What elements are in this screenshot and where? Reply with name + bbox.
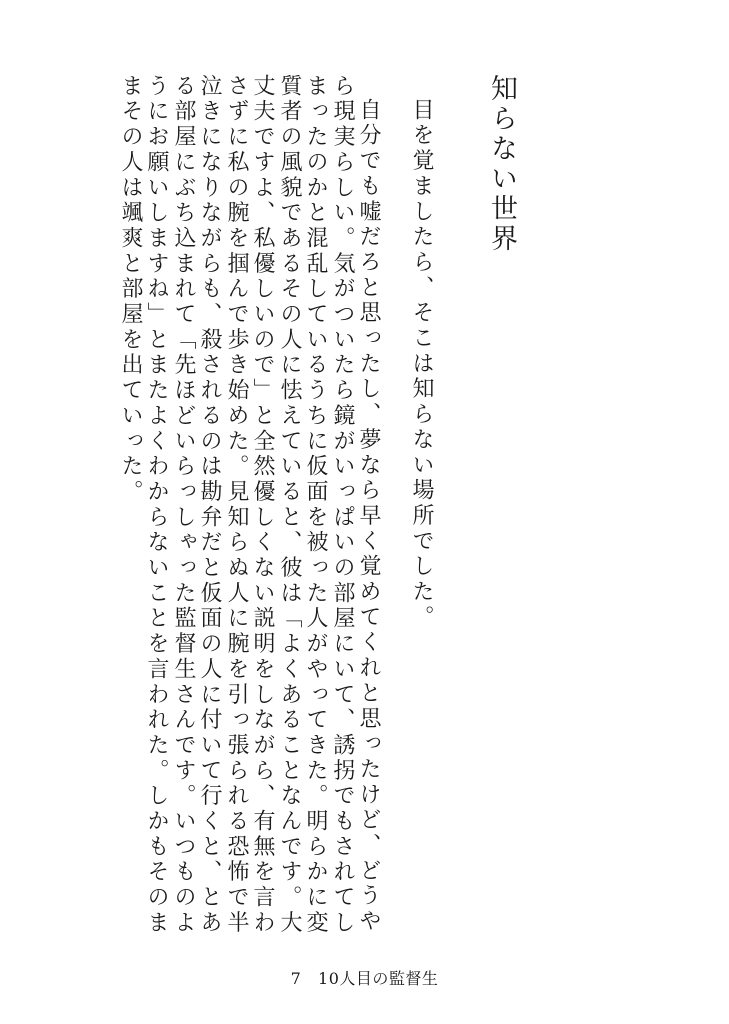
running-title: 10人目の監督生 <box>318 969 439 988</box>
body-text-column: まったのかと混乱しているうちに仮面を被った人がやってきた。明らかに変 <box>303 74 328 936</box>
footer-separator <box>301 969 318 988</box>
body-text-column: る部屋にぶち込まれて「先ほどいらっしゃった監督生さんです。いつものよ <box>171 74 196 936</box>
body-text-column: 目を覚ましたら、そこは知らない場所でした。 <box>409 98 434 631</box>
body-text-column: 丈夫ですよ、私優しいので」と全然優しくない説明をしながら、有無を言わ <box>250 74 275 936</box>
page-footer <box>0 966 729 989</box>
body-text-column: うにお願いしますね」とまたよくわからないことを言われた。しかもそのま <box>144 74 169 936</box>
body-text-column: ら現実らしい。気がついたら鏡がいっぱいの部屋にいて、誘拐でもされてし <box>330 74 355 936</box>
body-text-column: まその人は颯爽と部屋を出ていった。 <box>118 74 143 505</box>
body-text-column: さずに私の腕を掴んで歩き始めた。見知らぬ人に腕を引っ張られる恐怖で半 <box>224 74 249 936</box>
chapter-title: 知らない世界 <box>486 74 517 254</box>
page-number: 7 <box>290 969 302 988</box>
body-text-column: 自分でも嘘だろと思ったし、夢なら早く覚めてくれと思ったけど、どうや <box>356 98 381 935</box>
body-text-column: 質者の風貌であるその人に怯えていると、彼は「よくあることなんです。大 <box>277 74 302 936</box>
body-text-column: 泣きになりながらも、殺されるのは勘弁だと仮面の人に付いて行くと、とあ <box>197 74 222 936</box>
